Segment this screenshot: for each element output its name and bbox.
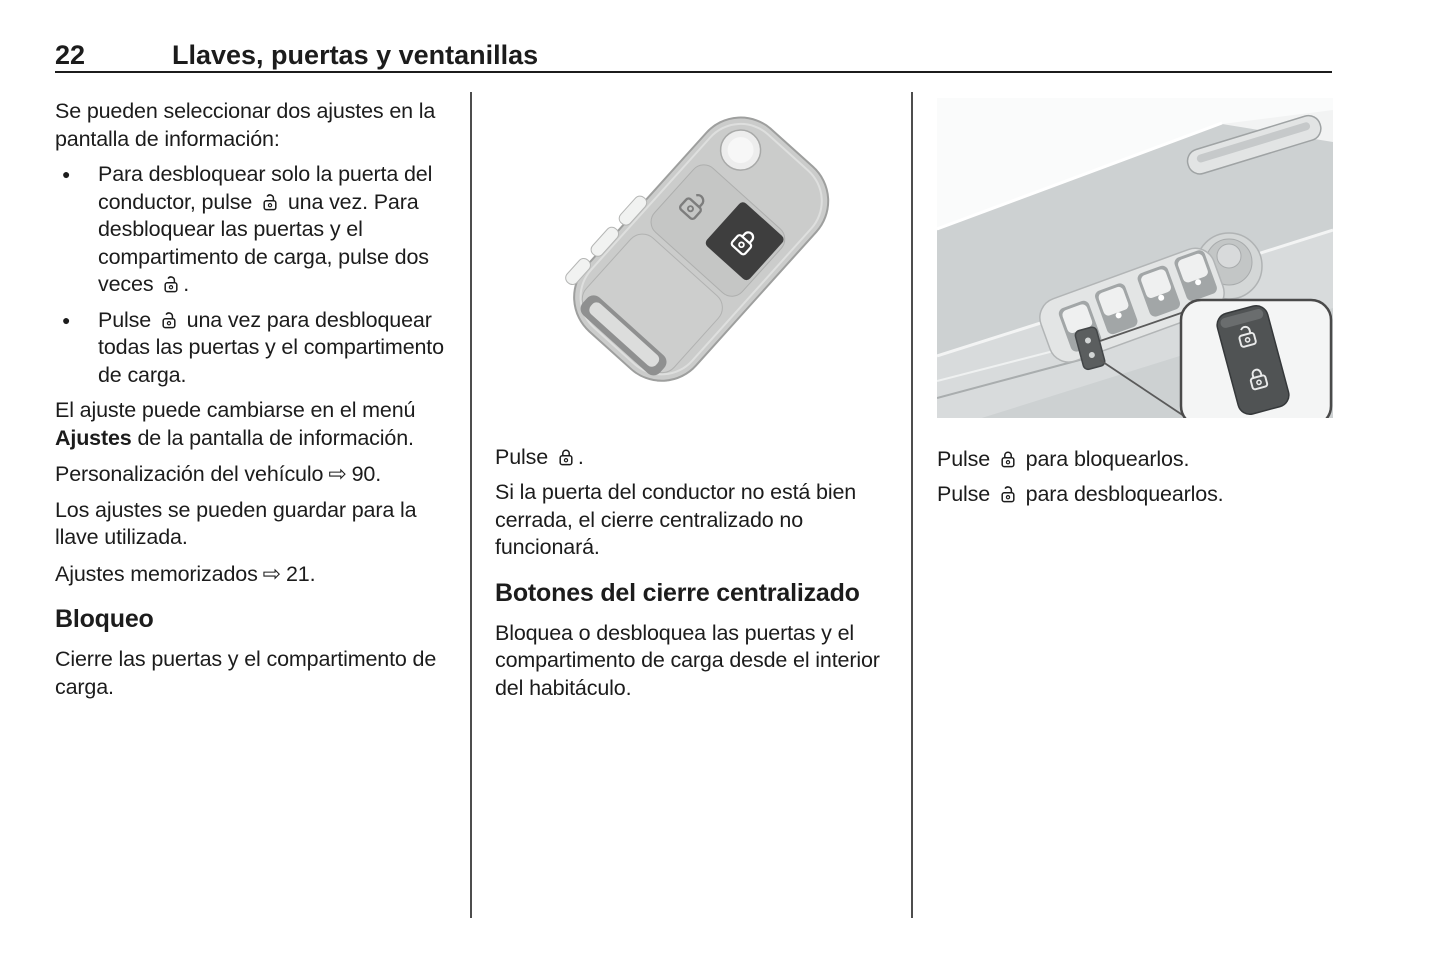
list-item: ● Para desbloquear solo la puerta del conductor, pulse una vez. Para desbloquear las puertas y el compartimento de carga, pulse dos veces .	[62, 162, 433, 296]
unlock-icon	[161, 274, 181, 294]
page-title: Llaves, puertas y ventanillas	[172, 40, 539, 70]
unlock-icon	[998, 484, 1018, 504]
column-left	[55, 98, 447, 709]
lock-icon	[556, 447, 576, 467]
central-locking-paragraph: Bloquea o desbloquea las puertas y el compartimento de carga desde el interior del habitáculo.	[495, 620, 880, 700]
cross-reference: Ajustes memorizados ⇨ 21.	[55, 560, 316, 586]
unlock-icon	[159, 310, 179, 330]
save-settings-paragraph: Los ajustes se pueden guardar para la llave utilizada.	[55, 497, 417, 549]
ref-arrow-icon: ⇨	[328, 461, 347, 486]
section-heading-central-locking-buttons: Botones del cierre centralizado	[495, 578, 860, 607]
page-number: 22	[55, 40, 86, 70]
intro-paragraph: Se pueden seleccionar dos ajustes en la pantalla de información:	[55, 99, 436, 151]
unlock-icon	[260, 192, 280, 212]
door-panel-illustration	[937, 98, 1333, 418]
pulse-lock-line: Pulse .	[495, 444, 584, 469]
lock-icon	[998, 449, 1018, 469]
key-fob-illustration	[495, 98, 885, 410]
ref-arrow-icon: ⇨	[262, 560, 281, 586]
lock-description-paragraph: Cierre las puertas y el compartimento de carga.	[55, 647, 437, 699]
unlock-settings-list	[55, 161, 447, 389]
column-divider-right	[911, 92, 913, 918]
bullet-icon: ●	[62, 311, 71, 328]
key-fob-figure	[495, 98, 893, 418]
driver-door-paragraph: Si la puerta del conductor no está bien cerrada, el cierre centralizado no funcionará.	[495, 480, 857, 559]
list-item: ● Pulse una vez para desbloquear todas las puertas y el compartimento de carga.	[62, 307, 444, 387]
menu-name-bold: Ajustes	[55, 425, 132, 450]
column-middle	[495, 98, 893, 710]
column-divider-left	[470, 92, 472, 918]
column-right	[937, 98, 1335, 517]
bullet-icon: ●	[62, 166, 71, 182]
door-panel-figure	[937, 98, 1335, 426]
section-heading-bloqueo: Bloqueo	[55, 605, 154, 633]
pulse-unlock-instruction: Pulse para desbloquearlos.	[937, 482, 1224, 506]
cross-reference: Personalización del vehículo ⇨ 90.	[55, 461, 382, 486]
settings-menu-paragraph: El ajuste puede cambiarse en el menú Ajustes de la pantalla de información.	[55, 398, 416, 450]
header-rule	[55, 71, 1332, 73]
pulse-lock-instruction: Pulse para bloquearlos.	[937, 446, 1190, 471]
